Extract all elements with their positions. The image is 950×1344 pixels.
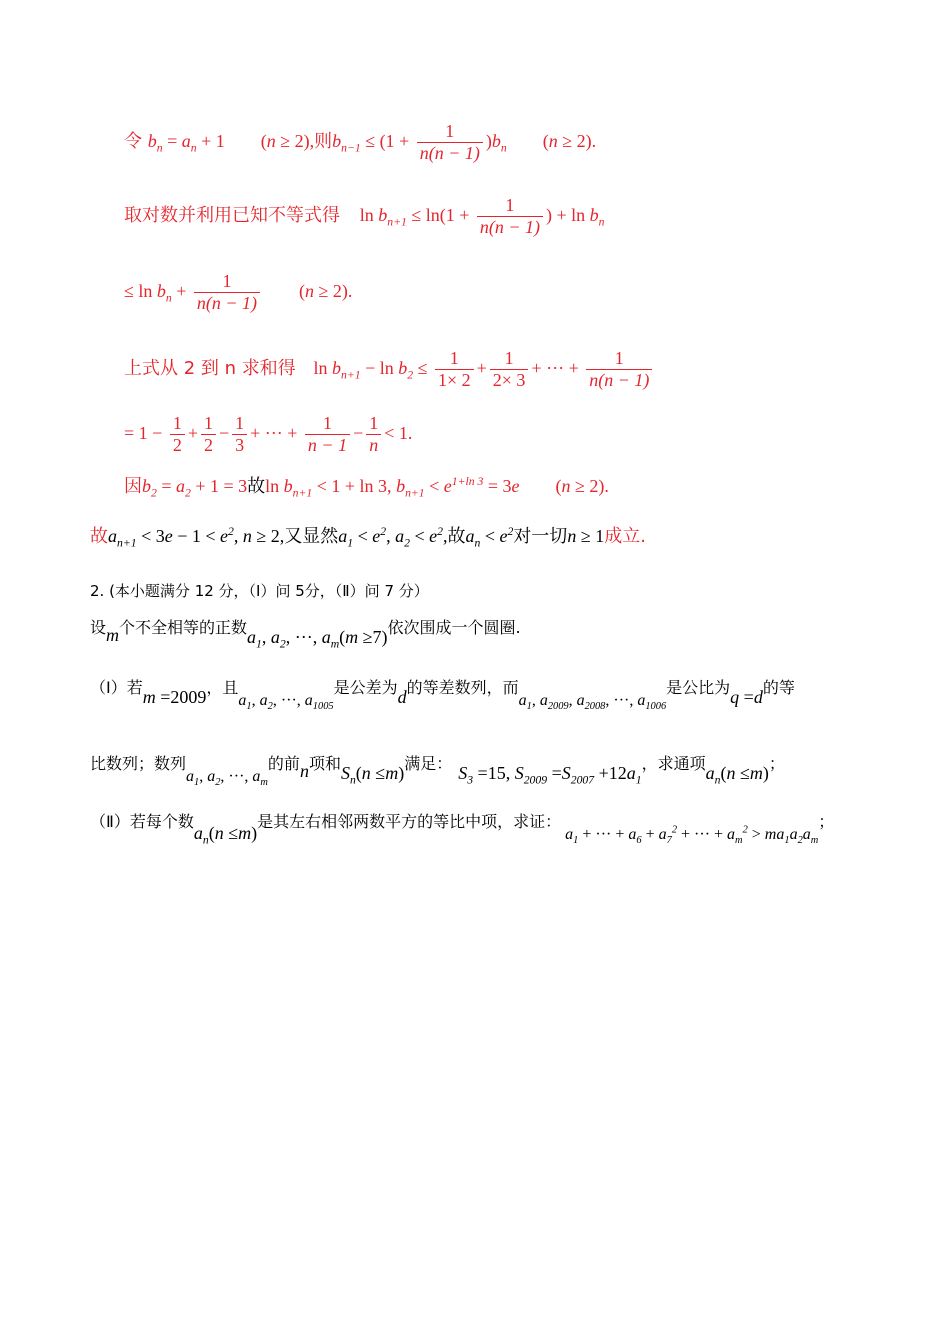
line6-formula-a: $b_2 = a_2 + 1 = 3$: [142, 476, 248, 500]
line7-formula-4: n ≥ 1: [567, 526, 605, 546]
part1-line1: （Ⅰ）若m =2009，且$a_1$, $a_2$, ···, $a_{1005}$是公差为d的等差数列，而$a_1$, $a_{2009}$, $a_{2008}$, ···, $a_{1006}$是公比为q =d的等: [90, 678, 795, 713]
line7-a: 故: [90, 526, 108, 547]
line6-prefix: 因: [124, 476, 142, 497]
part1-line2: 比数列；数列$a_1$, $a_2$, ···, $a_m$的前n项和$S_n(n \le m)$满足： $S_3 =15$, $S_{2009} =S_{2007} +12a_1$，求通项$a_n(n \le m)$；: [90, 754, 785, 789]
intro-c: 依次围成一个圆圈.: [387, 618, 521, 637]
line7-formula-1: $a_{n+1} < 3e - 1 < e^2$, n ≥ 2,: [108, 525, 285, 550]
solution-line-6: [124, 476, 609, 499]
intro-formula: $a_1$, $a_2$, ···, $a_m(m \ge 7)$: [247, 627, 388, 651]
line4-prefix: 上式从 2 到 n 求和得: [124, 357, 296, 379]
p1-g: 比数列；数列: [90, 754, 187, 773]
line7-c: 故: [447, 526, 466, 547]
intro-b: 个不全相等的正数: [119, 618, 248, 637]
problem2-header: [90, 584, 429, 599]
problem2-intro: 设m个不全相等的正数$a_1$, $a_2$, ···, $a_m(m \ge 7)$依次围成一个圆圈.: [90, 618, 521, 651]
solution-line-7: [90, 526, 646, 549]
solution-line-2: [124, 196, 605, 238]
line2-prefix: 取对数并利用已知不等式得: [124, 204, 340, 226]
p1-a: （Ⅰ）若: [90, 678, 143, 697]
intro-a: 设: [90, 618, 107, 637]
line6-formula-b: $\ln b_{n+1} < 1 + \ln 3$, $b_{n+1} < e^{1+ln 3} = 3e$ (n ≥ 2).: [265, 475, 609, 500]
problem2-header-text: 2. (本小题满分 12 分，（Ⅰ）问 5分，（Ⅱ）问 7 分）: [90, 582, 429, 600]
solution-line-4: [124, 349, 655, 391]
p1-e: 是公比为: [666, 678, 731, 697]
p2-c: ；: [818, 812, 835, 831]
p2-b: 是其左右相邻两数平方的等比中项，求证：: [257, 812, 562, 831]
solution-line-5: [124, 414, 412, 456]
line4-formula: $\ln b_{n+1} - \ln b_2$ ≤ $\frac{1}{1\times 2}$ + $\frac{1}{2\times 3}$ + ··· + $\frac{1}{n(n - 1)}$: [313, 358, 655, 378]
p1-k: ，求通项: [641, 754, 706, 773]
line3-formula: ≤ $\ln b_n$ + $\frac{1}{n(n - 1)}$ (n ≥ 2).: [124, 271, 353, 313]
line7-e: 成立.: [604, 526, 646, 547]
line1-formula: $b_n = a_n + 1$ (n ≥ 2),则$b_{n-1} \le (1$ + $\frac{1}{n(n - 1)}$ )$b_n$ (n ≥ 2).: [147, 121, 597, 163]
line1-prefix: 令: [124, 130, 142, 152]
p2-a: （Ⅱ）若每个数: [90, 812, 194, 831]
solution-line-3: [124, 272, 352, 314]
line5-formula: = 1 − $\frac{1}{2}$ + $\frac{1}{2}$ − $\frac{1}{3}$ + ··· + $\frac{1}{n - 1}$ − $\frac{1}{n}$ < 1.: [124, 413, 413, 455]
p1-d: 的等差数列，而: [406, 678, 519, 697]
p1-j: 满足：: [404, 754, 453, 773]
line7-formula-2: $a_1 < e^2$, $a_2 < e^2$,: [338, 525, 448, 550]
line7-formula-3: $a_n < e^2$: [465, 525, 514, 550]
p1-c: 是公差为: [333, 678, 398, 697]
p1-b: ，且: [206, 678, 239, 697]
line6-mid: 故: [247, 476, 266, 497]
p1-l: ；: [768, 754, 785, 773]
p1-i: 项和: [308, 754, 341, 773]
solution-line-1: [124, 122, 596, 164]
p1-h: 的前: [267, 754, 300, 773]
line2-formula: $\ln b_{n+1} \le \ln(1$ + $\frac{1}{n(n - 1)}$ ) + $\ln b_n$: [359, 195, 605, 237]
line7-d: 对一切: [513, 526, 568, 547]
p1-f: 的等: [762, 678, 795, 697]
line7-b: 又显然: [284, 526, 339, 547]
part2-line: （Ⅱ）若每个数$a_n(n \le m)$是其左右相邻两数平方的等比中项，求证：$a_1$ + ··· + $a_6 + a_7^2$ + ··· + $a_m^2 > ma_1a_2a_m$；: [90, 812, 835, 847]
